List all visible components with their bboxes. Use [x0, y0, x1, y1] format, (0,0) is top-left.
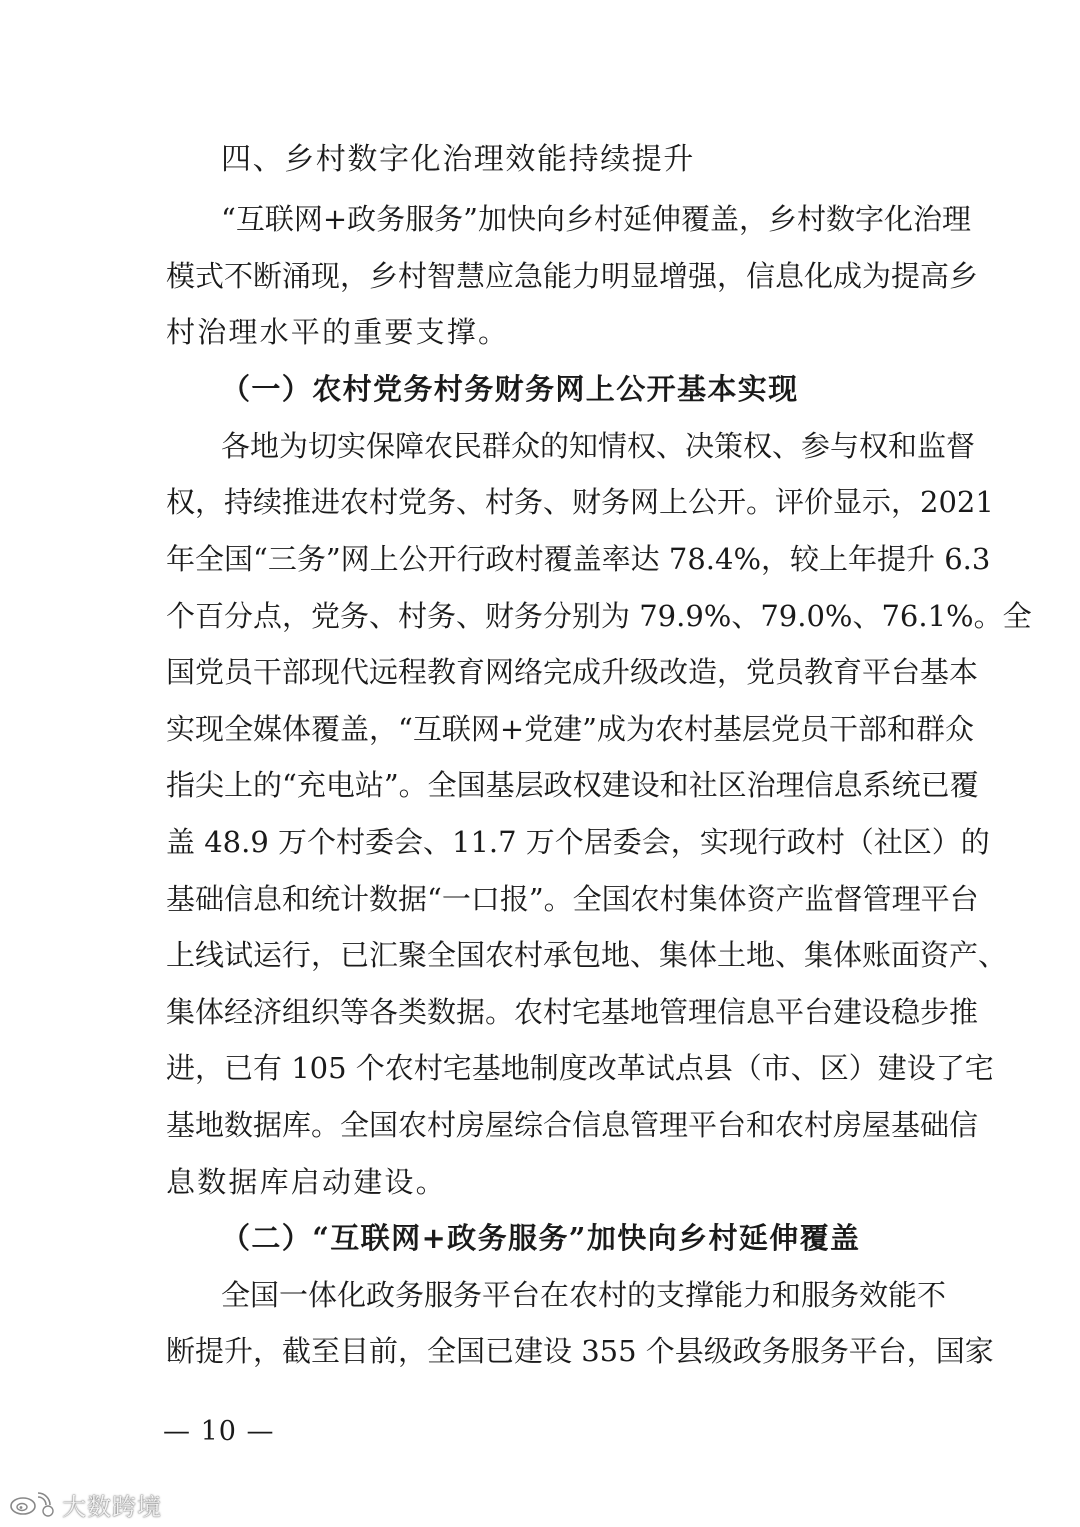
paragraph-line: 断提升，截至目前，全国已建设 355 个县级政务服务平台，国家 [166, 1334, 994, 1368]
paragraph-line: 年全国“三务”网上公开行政村覆盖率达 78.4%，较上年提升 6.3 [166, 542, 991, 576]
subsection-1-title: （一）农村党务村务财务网上公开基本实现 [221, 372, 799, 406]
page-number: — 10 — [163, 1416, 275, 1447]
intro-line-1: “互联网+政务服务”加快向乡村延伸覆盖，乡村数字化治理 [221, 202, 971, 236]
intro-line-2: 模式不断涌现，乡村智慧应急能力明显增强，信息化成为提高乡 [166, 259, 979, 293]
intro-line-3: 村治理水平的重要支撑。 [166, 315, 510, 349]
paragraph-line: 盖 48.9 万个村委会、11.7 万个居委会，实现行政村（社区）的 [166, 825, 990, 859]
watermark [8, 1489, 162, 1519]
paragraph-line: 指尖上的“充电站”。全国基层政权建设和社区治理信息系统已覆 [166, 768, 979, 802]
paragraph-line: 各地为切实保障农民群众的知情权、决策权、参与权和监督 [221, 429, 976, 463]
section-title: 四、乡村数字化治理效能持续提升 [221, 142, 695, 177]
paragraph-line: 息数据库启动建设。 [166, 1165, 447, 1199]
subsection-2-title: （二）“互联网+政务服务”加快向乡村延伸覆盖 [221, 1221, 861, 1255]
paragraph-line: 全国一体化政务服务平台在农村的支撑能力和服务效能不 [221, 1278, 947, 1312]
paragraph-line: 权，持续推进农村党务、村务、财务网上公开。评价显示，2021 [166, 485, 994, 519]
paragraph-line: 国党员干部现代远程教育网络完成升级改造，党员教育平台基本 [166, 655, 979, 689]
paragraph-line: 上线试运行，已汇聚全国农村承包地、集体土地、集体账面资产、 [166, 938, 1008, 972]
paragraph-line: 个百分点，党务、村务、财务分别为 79.9%、79.0%、76.1%。全 [166, 599, 1032, 633]
paragraph-line: 集体经济组织等各类数据。农村宅基地管理信息平台建设稳步推 [166, 995, 979, 1029]
weibo-logo-icon [8, 1491, 56, 1517]
paragraph-line: 实现全媒体覆盖，“互联网+党建”成为农村基层党员干部和群众 [166, 712, 974, 746]
paragraph-line: 基础信息和统计数据“一口报”。全国农村集体资产监督管理平台 [166, 882, 979, 916]
paragraph-line: 基地数据库。全国农村房屋综合信息管理平台和农村房屋基础信 [166, 1108, 979, 1142]
paragraph-line: 进，已有 105 个农村宅基地制度改革试点县（市、区）建设了宅 [166, 1051, 994, 1085]
watermark-text: 大数跨境 [62, 1492, 162, 1521]
